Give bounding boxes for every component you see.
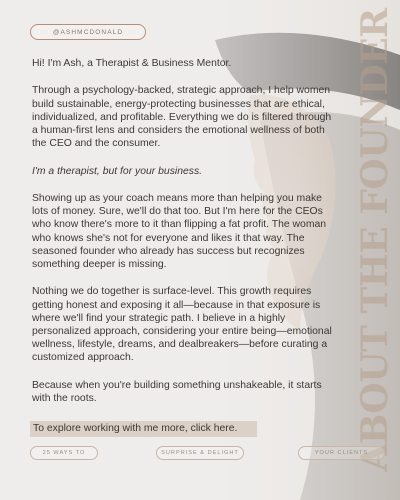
approach-paragraph: Through a psychology-backed, strategic approach, I help women build sustainable, energy-protecting businesses that are ethical, individualized, and profitable. Everything we do is filtered through a human-first lens and considers the emotional wellness of both the CEO and the consumer. [32, 85, 332, 150]
footer-link-label: YOUR CLIENTS [314, 450, 369, 456]
footer-link-label: SURPRISE & DELIGHT [161, 450, 239, 456]
depth-paragraph: Nothing we do together is surface-level. This growth requires getting honest and exposing it all—because in that exposure is where we'll find your strategic path. I believe in a highly personalized approach, considering your entire being—emotional wellness, lifestyle, dreams, and dealbreakers—before curating a customized approach. [32, 286, 332, 364]
footer-link-surprise-delight[interactable] [156, 446, 244, 460]
footer-link-your-clients[interactable] [298, 446, 385, 460]
explore-cta-link[interactable]: To explore working with me more, click here. [30, 421, 257, 437]
instagram-handle-pill[interactable] [30, 24, 146, 40]
footer-link-label: 25 WAYS TO [42, 450, 86, 456]
intro-line: Hi! I'm Ash, a Therapist & Business Mentor. [32, 58, 232, 69]
closing-paragraph: Because when you're building something unshakeable, it starts with the roots. [32, 379, 322, 404]
coaching-paragraph: Showing up as your coach means more than helping you make lots of money. Sure, we'll do that too. But I'm here for the CEOs who know there's more to it than flipping a fat profit. The woman who knows she's not for everyone and likes it that way. The seasoned founder who already has success but recognizes something deeper is missing. [32, 192, 327, 270]
tagline: I'm a therapist, but for your business. [32, 165, 203, 177]
footer-link-25-ways[interactable] [30, 446, 98, 460]
instagram-handle: @ASHMCDONALD [52, 28, 124, 36]
side-title-text: ABOUT THE FOUNDER [354, 8, 396, 472]
about-text [32, 57, 332, 419]
